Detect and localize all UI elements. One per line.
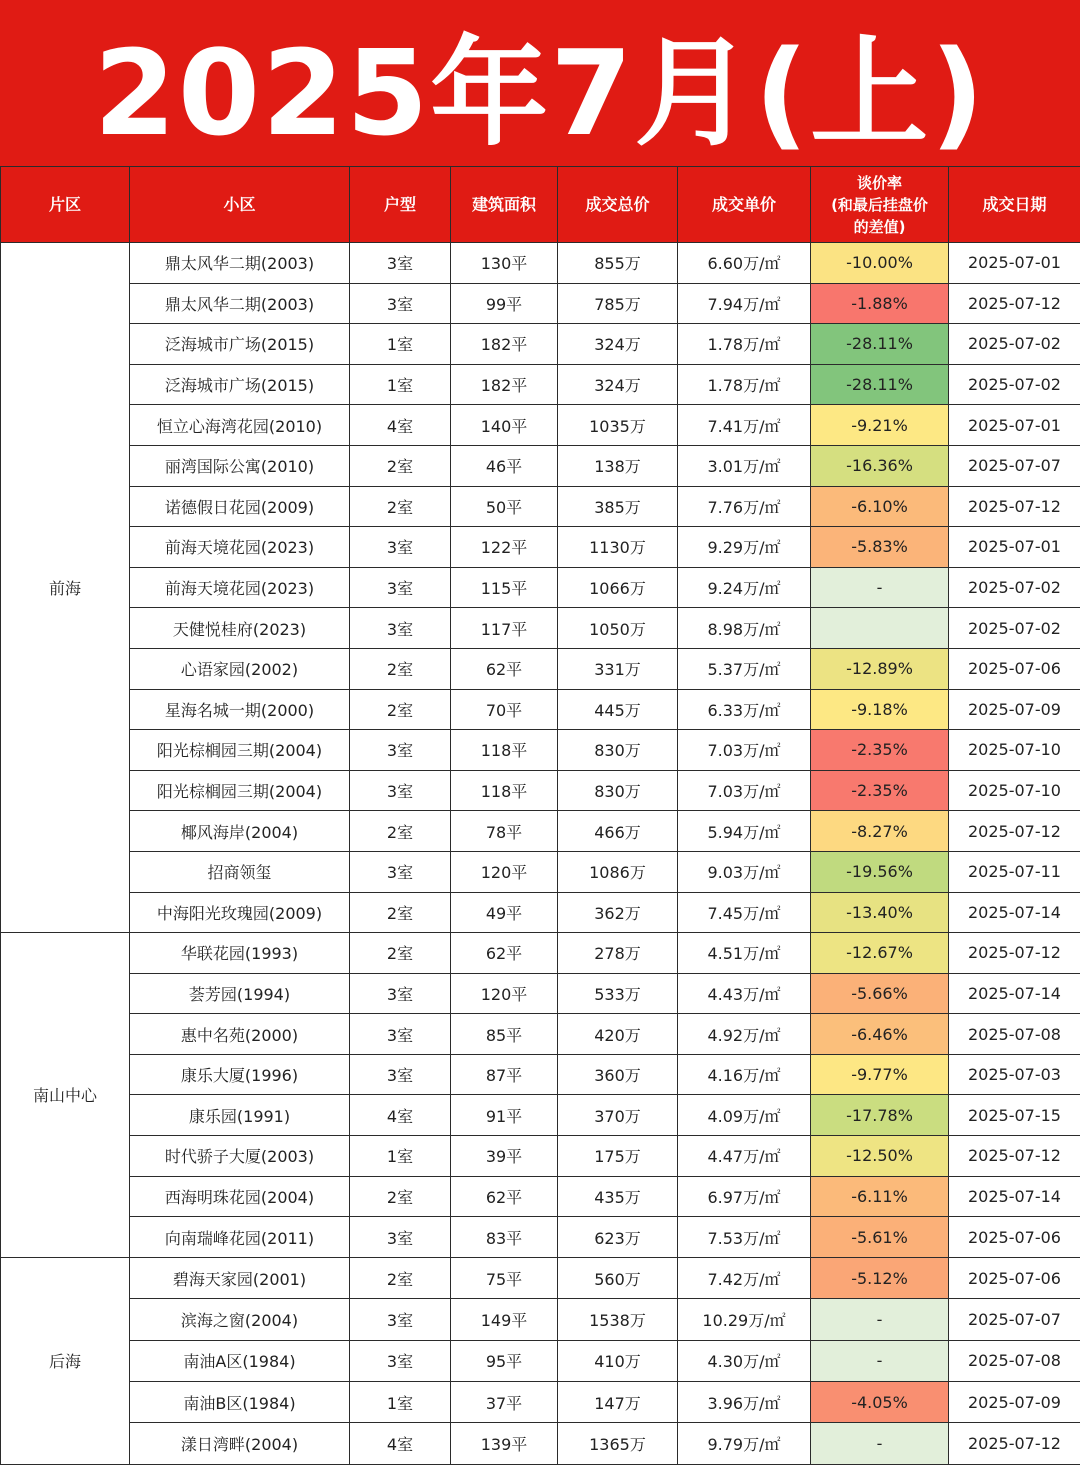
unit-price-cell: 9.24万/㎡ bbox=[678, 567, 811, 608]
layout-cell: 4室 bbox=[350, 405, 451, 446]
date-cell: 2025-07-01 bbox=[949, 243, 1080, 284]
community-cell: 惠中名苑(2000) bbox=[130, 1014, 350, 1055]
discount-rate-cell: -4.05% bbox=[811, 1382, 949, 1423]
date-cell: 2025-07-11 bbox=[949, 851, 1080, 892]
table-row bbox=[1, 243, 1080, 284]
total-price-cell: 1086万 bbox=[558, 851, 678, 892]
unit-price-cell: 4.09万/㎡ bbox=[678, 1095, 811, 1136]
date-cell: 2025-07-08 bbox=[949, 1014, 1080, 1055]
total-price-cell: 445万 bbox=[558, 689, 678, 730]
table-row bbox=[1, 1257, 1080, 1298]
discount-rate-cell: -28.11% bbox=[811, 364, 949, 405]
date-cell: 2025-07-06 bbox=[949, 648, 1080, 689]
unit-price-cell: 4.30万/㎡ bbox=[678, 1340, 811, 1381]
community-cell: 向南瑞峰花园(2011) bbox=[130, 1217, 350, 1258]
community-cell: 阳光棕榈园三期(2004) bbox=[130, 730, 350, 771]
area-cell: 62平 bbox=[451, 1176, 558, 1217]
unit-price-cell: 3.96万/㎡ bbox=[678, 1382, 811, 1423]
area-cell: 182平 bbox=[451, 364, 558, 405]
table-row bbox=[1, 567, 1080, 608]
total-price-cell: 1066万 bbox=[558, 567, 678, 608]
area-cell: 62平 bbox=[451, 648, 558, 689]
table-row bbox=[1, 1217, 1080, 1258]
total-price-cell: 560万 bbox=[558, 1257, 678, 1298]
total-price-cell: 1050万 bbox=[558, 608, 678, 649]
total-price-cell: 324万 bbox=[558, 364, 678, 405]
date-cell: 2025-07-12 bbox=[949, 486, 1080, 527]
layout-cell: 2室 bbox=[350, 1176, 451, 1217]
community-cell: 鼎太风华二期(2003) bbox=[130, 243, 350, 284]
community-cell: 南油A区(1984) bbox=[130, 1340, 350, 1381]
discount-rate-cell: -19.56% bbox=[811, 851, 949, 892]
community-cell: 碧海天家园(2001) bbox=[130, 1257, 350, 1298]
district-cell: 后海 bbox=[1, 1257, 130, 1464]
area-cell: 139平 bbox=[451, 1423, 558, 1464]
date-cell: 2025-07-06 bbox=[949, 1257, 1080, 1298]
total-price-cell: 830万 bbox=[558, 770, 678, 811]
total-price-cell: 1365万 bbox=[558, 1423, 678, 1464]
community-cell: 天健悦桂府(2023) bbox=[130, 608, 350, 649]
unit-price-cell: 8.98万/㎡ bbox=[678, 608, 811, 649]
table-row bbox=[1, 1340, 1080, 1381]
total-price-cell: 175万 bbox=[558, 1136, 678, 1177]
date-cell: 2025-07-02 bbox=[949, 608, 1080, 649]
area-cell: 78平 bbox=[451, 811, 558, 852]
area-cell: 75平 bbox=[451, 1257, 558, 1298]
unit-price-cell: 4.47万/㎡ bbox=[678, 1136, 811, 1177]
table-row bbox=[1, 486, 1080, 527]
discount-rate-cell: -9.18% bbox=[811, 689, 949, 730]
layout-cell: 4室 bbox=[350, 1095, 451, 1136]
total-price-cell: 830万 bbox=[558, 730, 678, 771]
date-cell: 2025-07-12 bbox=[949, 1423, 1080, 1464]
discount-rate-cell: -5.12% bbox=[811, 1257, 949, 1298]
header-community: 小区 bbox=[130, 167, 350, 243]
table-body bbox=[1, 243, 1080, 1465]
layout-cell: 3室 bbox=[350, 527, 451, 568]
area-cell: 122平 bbox=[451, 527, 558, 568]
date-cell: 2025-07-07 bbox=[949, 445, 1080, 486]
layout-cell: 3室 bbox=[350, 1054, 451, 1095]
date-cell: 2025-07-01 bbox=[949, 405, 1080, 446]
total-price-cell: 1538万 bbox=[558, 1299, 678, 1340]
table-row bbox=[1, 648, 1080, 689]
community-cell: 华联花园(1993) bbox=[130, 933, 350, 974]
community-cell: 滨海之窗(2004) bbox=[130, 1299, 350, 1340]
area-cell: 130平 bbox=[451, 243, 558, 284]
discount-rate-cell: -13.40% bbox=[811, 892, 949, 933]
community-cell: 恒立心海湾花园(2010) bbox=[130, 405, 350, 446]
total-price-cell: 370万 bbox=[558, 1095, 678, 1136]
community-cell: 康乐园(1991) bbox=[130, 1095, 350, 1136]
unit-price-cell: 6.33万/㎡ bbox=[678, 689, 811, 730]
area-cell: 115平 bbox=[451, 567, 558, 608]
area-cell: 87平 bbox=[451, 1054, 558, 1095]
date-cell: 2025-07-14 bbox=[949, 892, 1080, 933]
table-row bbox=[1, 973, 1080, 1014]
table-row bbox=[1, 1423, 1080, 1464]
date-cell: 2025-07-14 bbox=[949, 973, 1080, 1014]
unit-price-cell: 7.94万/㎡ bbox=[678, 283, 811, 324]
area-cell: 118平 bbox=[451, 730, 558, 771]
area-cell: 120平 bbox=[451, 973, 558, 1014]
date-cell: 2025-07-02 bbox=[949, 567, 1080, 608]
date-cell: 2025-07-01 bbox=[949, 527, 1080, 568]
area-cell: 62平 bbox=[451, 933, 558, 974]
total-price-cell: 278万 bbox=[558, 933, 678, 974]
total-price-cell: 1035万 bbox=[558, 405, 678, 446]
community-cell: 鼎太风华二期(2003) bbox=[130, 283, 350, 324]
table-row bbox=[1, 933, 1080, 974]
total-price-cell: 324万 bbox=[558, 324, 678, 365]
layout-cell: 3室 bbox=[350, 1014, 451, 1055]
community-cell: 前海天境花园(2023) bbox=[130, 527, 350, 568]
area-cell: 83平 bbox=[451, 1217, 558, 1258]
area-cell: 117平 bbox=[451, 608, 558, 649]
layout-cell: 3室 bbox=[350, 608, 451, 649]
discount-rate-cell: -16.36% bbox=[811, 445, 949, 486]
area-cell: 149平 bbox=[451, 1299, 558, 1340]
layout-cell: 2室 bbox=[350, 648, 451, 689]
community-cell: 心语家园(2002) bbox=[130, 648, 350, 689]
discount-rate-cell: - bbox=[811, 567, 949, 608]
layout-cell: 1室 bbox=[350, 1136, 451, 1177]
date-cell: 2025-07-02 bbox=[949, 324, 1080, 365]
district-cell: 南山中心 bbox=[1, 933, 130, 1258]
layout-cell: 1室 bbox=[350, 324, 451, 365]
discount-rate-cell: - bbox=[811, 1299, 949, 1340]
date-cell: 2025-07-07 bbox=[949, 1299, 1080, 1340]
table-row bbox=[1, 851, 1080, 892]
unit-price-cell: 1.78万/㎡ bbox=[678, 364, 811, 405]
layout-cell: 3室 bbox=[350, 770, 451, 811]
layout-cell: 2室 bbox=[350, 689, 451, 730]
table-row bbox=[1, 1014, 1080, 1055]
table-header-row bbox=[1, 167, 1080, 243]
community-cell: 招商领玺 bbox=[130, 851, 350, 892]
total-price-cell: 331万 bbox=[558, 648, 678, 689]
community-cell: 康乐大厦(1996) bbox=[130, 1054, 350, 1095]
total-price-cell: 360万 bbox=[558, 1054, 678, 1095]
table-row bbox=[1, 1176, 1080, 1217]
unit-price-cell: 7.53万/㎡ bbox=[678, 1217, 811, 1258]
date-cell: 2025-07-12 bbox=[949, 283, 1080, 324]
total-price-cell: 855万 bbox=[558, 243, 678, 284]
total-price-cell: 533万 bbox=[558, 973, 678, 1014]
total-price-cell: 385万 bbox=[558, 486, 678, 527]
unit-price-cell: 7.45万/㎡ bbox=[678, 892, 811, 933]
layout-cell: 3室 bbox=[350, 1299, 451, 1340]
unit-price-cell: 3.01万/㎡ bbox=[678, 445, 811, 486]
date-cell: 2025-07-10 bbox=[949, 730, 1080, 771]
table-row bbox=[1, 730, 1080, 771]
table-row bbox=[1, 892, 1080, 933]
header-discount-rate: 谈价率 (和最后挂盘价 的差值) bbox=[811, 167, 949, 243]
discount-rate-cell: -5.61% bbox=[811, 1217, 949, 1258]
area-cell: 91平 bbox=[451, 1095, 558, 1136]
unit-price-cell: 4.51万/㎡ bbox=[678, 933, 811, 974]
area-cell: 140平 bbox=[451, 405, 558, 446]
discount-rate-cell: -6.10% bbox=[811, 486, 949, 527]
layout-cell: 3室 bbox=[350, 567, 451, 608]
page-title: 2025年7月(上) bbox=[94, 0, 986, 168]
date-cell: 2025-07-12 bbox=[949, 1136, 1080, 1177]
date-cell: 2025-07-12 bbox=[949, 811, 1080, 852]
community-cell: 南油B区(1984) bbox=[130, 1382, 350, 1423]
area-cell: 37平 bbox=[451, 1382, 558, 1423]
total-price-cell: 435万 bbox=[558, 1176, 678, 1217]
total-price-cell: 623万 bbox=[558, 1217, 678, 1258]
community-cell: 泛海城市广场(2015) bbox=[130, 324, 350, 365]
discount-rate-cell: - bbox=[811, 1423, 949, 1464]
unit-price-cell: 5.94万/㎡ bbox=[678, 811, 811, 852]
total-price-cell: 466万 bbox=[558, 811, 678, 852]
date-cell: 2025-07-09 bbox=[949, 1382, 1080, 1423]
table-row bbox=[1, 770, 1080, 811]
area-cell: 182平 bbox=[451, 324, 558, 365]
discount-rate-cell: -28.11% bbox=[811, 324, 949, 365]
date-cell: 2025-07-03 bbox=[949, 1054, 1080, 1095]
layout-cell: 2室 bbox=[350, 933, 451, 974]
community-cell: 丽湾国际公寓(2010) bbox=[130, 445, 350, 486]
layout-cell: 1室 bbox=[350, 1382, 451, 1423]
layout-cell: 3室 bbox=[350, 851, 451, 892]
layout-cell: 1室 bbox=[350, 364, 451, 405]
area-cell: 85平 bbox=[451, 1014, 558, 1055]
layout-cell: 3室 bbox=[350, 730, 451, 771]
area-cell: 95平 bbox=[451, 1340, 558, 1381]
unit-price-cell: 6.97万/㎡ bbox=[678, 1176, 811, 1217]
header-unit-price: 成交单价 bbox=[678, 167, 811, 243]
community-cell: 荟芳园(1994) bbox=[130, 973, 350, 1014]
community-cell: 椰风海岸(2004) bbox=[130, 811, 350, 852]
community-cell: 泛海城市广场(2015) bbox=[130, 364, 350, 405]
community-cell: 诺德假日花园(2009) bbox=[130, 486, 350, 527]
table-row bbox=[1, 405, 1080, 446]
area-cell: 99平 bbox=[451, 283, 558, 324]
date-cell: 2025-07-09 bbox=[949, 689, 1080, 730]
discount-rate-cell: -9.77% bbox=[811, 1054, 949, 1095]
date-cell: 2025-07-08 bbox=[949, 1340, 1080, 1381]
area-cell: 70平 bbox=[451, 689, 558, 730]
unit-price-cell: 10.29万/㎡ bbox=[678, 1299, 811, 1340]
discount-rate-cell: -6.11% bbox=[811, 1176, 949, 1217]
layout-cell: 2室 bbox=[350, 1257, 451, 1298]
community-cell: 中海阳光玫瑰园(2009) bbox=[130, 892, 350, 933]
date-cell: 2025-07-02 bbox=[949, 364, 1080, 405]
table-row bbox=[1, 364, 1080, 405]
total-price-cell: 147万 bbox=[558, 1382, 678, 1423]
discount-rate-cell: -5.66% bbox=[811, 973, 949, 1014]
discount-rate-cell: -17.78% bbox=[811, 1095, 949, 1136]
discount-rate-cell: -12.89% bbox=[811, 648, 949, 689]
discount-rate-cell: -2.35% bbox=[811, 730, 949, 771]
unit-price-cell: 9.79万/㎡ bbox=[678, 1423, 811, 1464]
area-cell: 118平 bbox=[451, 770, 558, 811]
discount-rate-cell: -5.83% bbox=[811, 527, 949, 568]
date-cell: 2025-07-12 bbox=[949, 933, 1080, 974]
unit-price-cell: 6.60万/㎡ bbox=[678, 243, 811, 284]
table-row bbox=[1, 1095, 1080, 1136]
title-banner bbox=[0, 0, 1080, 166]
area-cell: 46平 bbox=[451, 445, 558, 486]
district-cell: 前海 bbox=[1, 243, 130, 933]
unit-price-cell: 4.92万/㎡ bbox=[678, 1014, 811, 1055]
unit-price-cell: 9.29万/㎡ bbox=[678, 527, 811, 568]
date-cell: 2025-07-14 bbox=[949, 1176, 1080, 1217]
table-row bbox=[1, 1054, 1080, 1095]
table-row bbox=[1, 1382, 1080, 1423]
community-cell: 时代骄子大厦(2003) bbox=[130, 1136, 350, 1177]
total-price-cell: 362万 bbox=[558, 892, 678, 933]
unit-price-cell: 4.43万/㎡ bbox=[678, 973, 811, 1014]
date-cell: 2025-07-15 bbox=[949, 1095, 1080, 1136]
layout-cell: 3室 bbox=[350, 243, 451, 284]
table-row bbox=[1, 1299, 1080, 1340]
unit-price-cell: 7.41万/㎡ bbox=[678, 405, 811, 446]
area-cell: 39平 bbox=[451, 1136, 558, 1177]
discount-rate-cell: -10.00% bbox=[811, 243, 949, 284]
community-cell: 西海明珠花园(2004) bbox=[130, 1176, 350, 1217]
layout-cell: 2室 bbox=[350, 445, 451, 486]
total-price-cell: 410万 bbox=[558, 1340, 678, 1381]
layout-cell: 3室 bbox=[350, 283, 451, 324]
layout-cell: 2室 bbox=[350, 811, 451, 852]
area-cell: 49平 bbox=[451, 892, 558, 933]
discount-rate-cell: -2.35% bbox=[811, 770, 949, 811]
unit-price-cell: 7.76万/㎡ bbox=[678, 486, 811, 527]
table-row bbox=[1, 689, 1080, 730]
header-layout: 户型 bbox=[350, 167, 451, 243]
table-row bbox=[1, 283, 1080, 324]
community-cell: 漾日湾畔(2004) bbox=[130, 1423, 350, 1464]
date-cell: 2025-07-06 bbox=[949, 1217, 1080, 1258]
community-cell: 星海名城一期(2000) bbox=[130, 689, 350, 730]
discount-rate-cell: -9.21% bbox=[811, 405, 949, 446]
area-cell: 50平 bbox=[451, 486, 558, 527]
discount-rate-cell: -12.50% bbox=[811, 1136, 949, 1177]
discount-rate-cell: -8.27% bbox=[811, 811, 949, 852]
community-cell: 前海天境花园(2023) bbox=[130, 567, 350, 608]
header-area: 建筑面积 bbox=[451, 167, 558, 243]
unit-price-cell: 7.03万/㎡ bbox=[678, 770, 811, 811]
layout-cell: 2室 bbox=[350, 486, 451, 527]
transactions-table bbox=[0, 166, 1080, 1465]
table-row bbox=[1, 608, 1080, 649]
layout-cell: 2室 bbox=[350, 892, 451, 933]
discount-rate-cell: - bbox=[811, 1340, 949, 1381]
table-row bbox=[1, 811, 1080, 852]
layout-cell: 3室 bbox=[350, 1340, 451, 1381]
area-cell: 120平 bbox=[451, 851, 558, 892]
total-price-cell: 785万 bbox=[558, 283, 678, 324]
unit-price-cell: 7.03万/㎡ bbox=[678, 730, 811, 771]
date-cell: 2025-07-10 bbox=[949, 770, 1080, 811]
table-row bbox=[1, 445, 1080, 486]
unit-price-cell: 9.03万/㎡ bbox=[678, 851, 811, 892]
header-total-price: 成交总价 bbox=[558, 167, 678, 243]
header-district: 片区 bbox=[1, 167, 130, 243]
unit-price-cell: 7.42万/㎡ bbox=[678, 1257, 811, 1298]
unit-price-cell: 5.37万/㎡ bbox=[678, 648, 811, 689]
table-row bbox=[1, 527, 1080, 568]
layout-cell: 3室 bbox=[350, 1217, 451, 1258]
discount-rate-cell bbox=[811, 608, 949, 649]
total-price-cell: 1130万 bbox=[558, 527, 678, 568]
unit-price-cell: 1.78万/㎡ bbox=[678, 324, 811, 365]
unit-price-cell: 4.16万/㎡ bbox=[678, 1054, 811, 1095]
discount-rate-cell: -1.88% bbox=[811, 283, 949, 324]
header-date: 成交日期 bbox=[949, 167, 1080, 243]
community-cell: 阳光棕榈园三期(2004) bbox=[130, 770, 350, 811]
layout-cell: 4室 bbox=[350, 1423, 451, 1464]
discount-rate-cell: -12.67% bbox=[811, 933, 949, 974]
total-price-cell: 138万 bbox=[558, 445, 678, 486]
layout-cell: 3室 bbox=[350, 973, 451, 1014]
discount-rate-cell: -6.46% bbox=[811, 1014, 949, 1055]
table-row bbox=[1, 324, 1080, 365]
total-price-cell: 420万 bbox=[558, 1014, 678, 1055]
table-row bbox=[1, 1136, 1080, 1177]
